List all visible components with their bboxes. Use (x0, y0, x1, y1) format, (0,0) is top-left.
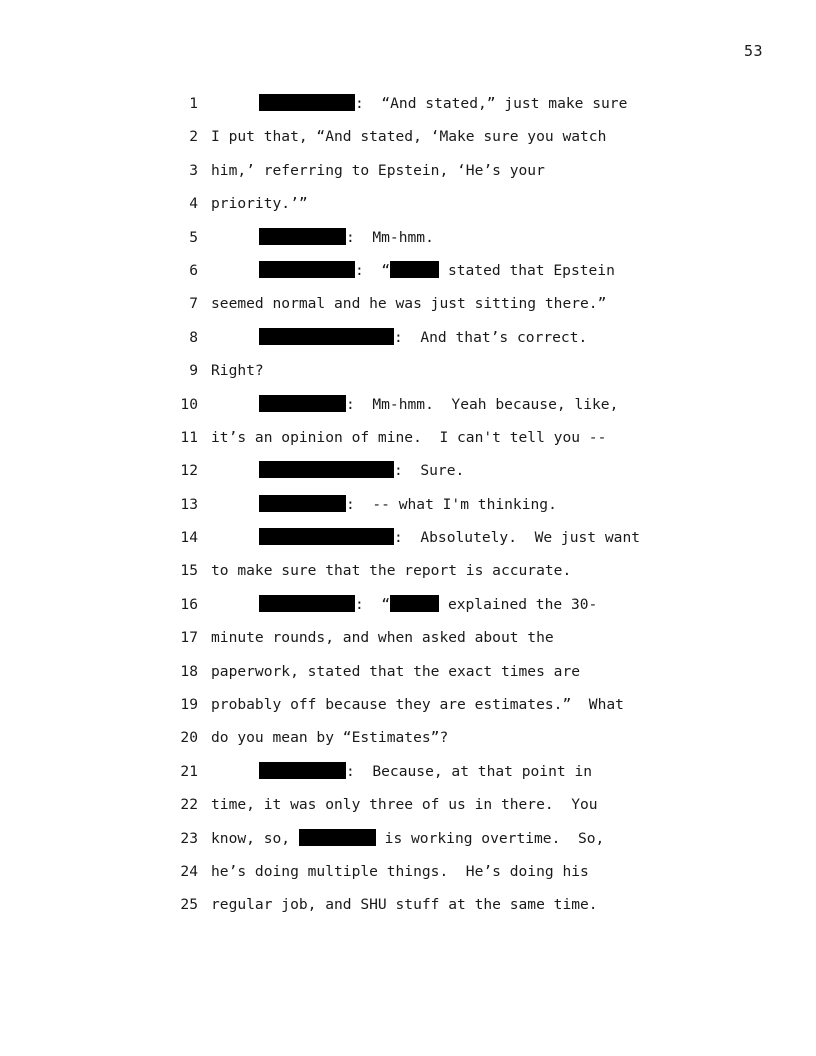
line-text (211, 388, 618, 421)
line-text (211, 120, 606, 153)
line-text (211, 187, 308, 220)
line-text (211, 521, 640, 554)
line-segment: he’s doing multiple things. He’s doing his (211, 862, 589, 880)
page-number: 53 (743, 42, 763, 60)
line-text (211, 554, 571, 587)
line-text (211, 822, 604, 855)
transcript-line (0, 254, 816, 287)
line-segment: paperwork, stated that the exact times are (211, 662, 581, 680)
line-segment: is working overtime. So, (375, 829, 605, 847)
line-text (211, 221, 434, 254)
line-text (211, 721, 448, 754)
redaction-block (259, 328, 394, 345)
line-number: 22 (180, 796, 198, 814)
line-number: 24 (180, 862, 198, 880)
line-number: 21 (180, 762, 198, 780)
redaction-block (390, 595, 439, 612)
line-text (211, 321, 587, 354)
redaction-block (259, 395, 346, 412)
redaction-block (259, 461, 394, 478)
line-number: 9 (189, 362, 198, 380)
line-segment: : “And stated,” just make sure (355, 95, 628, 112)
line-text (211, 888, 598, 921)
line-number: 17 (180, 629, 198, 647)
line-segment: : Sure. (394, 462, 465, 480)
line-segment: seemed normal and he was just sitting there.” (211, 295, 607, 313)
transcript-line (0, 221, 816, 254)
line-number: 7 (189, 295, 198, 313)
transcript-line (0, 421, 816, 454)
transcript-line (0, 788, 816, 821)
redaction-block (259, 94, 355, 111)
redaction-block (259, 495, 346, 512)
line-segment: : Because, at that point in (346, 762, 593, 780)
transcript-line (0, 721, 816, 754)
redaction-block (259, 595, 355, 612)
line-text (211, 254, 615, 287)
redaction-block (259, 228, 346, 245)
line-text (211, 154, 545, 187)
line-segment: minute rounds, and when asked about the (211, 629, 554, 647)
line-number: 3 (189, 161, 198, 179)
line-segment: know, so, (211, 829, 299, 847)
line-segment: it’s an opinion of mine. I can't tell you -- (211, 428, 607, 446)
line-number: 18 (180, 662, 198, 680)
line-segment: priority.’” (211, 195, 308, 213)
line-segment: : And that’s correct. (394, 328, 588, 346)
transcript-line (0, 521, 816, 554)
line-number: 8 (189, 328, 198, 346)
redaction-block (390, 261, 439, 278)
line-segment: Right? (211, 362, 264, 380)
redaction-block (259, 762, 346, 779)
line-text (211, 287, 606, 320)
line-number: 16 (180, 595, 198, 613)
transcript-line (0, 621, 816, 654)
transcript-body (0, 87, 816, 922)
line-number: 5 (189, 228, 198, 246)
line-segment: regular job, and SHU stuff at the same time. (211, 896, 598, 914)
line-number: 6 (189, 261, 198, 279)
line-segment: I put that, “And stated, ‘Make sure you watch (211, 128, 607, 146)
line-number: 2 (189, 128, 198, 146)
transcript-line (0, 822, 816, 855)
line-segment: probably off because they are estimates.” What (211, 696, 624, 714)
transcript-line (0, 688, 816, 721)
line-text (211, 454, 464, 487)
line-text (211, 855, 589, 888)
transcript-line (0, 321, 816, 354)
redaction-block (259, 528, 394, 545)
transcript-line (0, 354, 816, 387)
line-number: 1 (189, 95, 198, 112)
transcript-line (0, 154, 816, 187)
line-number: 4 (189, 195, 198, 213)
transcript-line (0, 755, 816, 788)
transcript-line (0, 287, 816, 320)
line-text (211, 688, 624, 721)
line-text (211, 354, 264, 387)
transcript-line (0, 888, 816, 921)
line-text (211, 588, 597, 621)
line-segment: him,’ referring to Epstein, ‘He’s your (211, 161, 545, 179)
transcript-line (0, 87, 816, 120)
line-number: 25 (180, 896, 198, 914)
line-number: 13 (180, 495, 198, 513)
transcript-line (0, 120, 816, 153)
line-segment: do you mean by “Estimates”? (211, 729, 449, 747)
line-segment: time, it was only three of us in there. You (211, 796, 598, 814)
line-segment: : Mm-hmm. Yeah because, like, (346, 395, 619, 413)
line-segment: stated that Epstein (439, 261, 615, 279)
line-number: 10 (180, 395, 198, 413)
line-segment: : -- what I'm thinking. (346, 495, 557, 513)
line-segment: : Absolutely. We just want (394, 529, 641, 547)
line-text (211, 788, 598, 821)
line-segment: to make sure that the report is accurate. (211, 562, 572, 580)
line-text (211, 421, 606, 454)
redaction-block (259, 261, 355, 278)
line-segment: : “ (355, 595, 391, 613)
transcript-line (0, 454, 816, 487)
line-segment: : Mm-hmm. (346, 228, 434, 246)
line-number: 15 (180, 562, 198, 580)
transcript-line (0, 388, 816, 421)
line-number: 14 (180, 529, 198, 547)
transcript-line (0, 855, 816, 888)
redaction-block (299, 829, 376, 846)
line-number: 20 (180, 729, 198, 747)
line-number: 11 (180, 428, 198, 446)
transcript-line (0, 655, 816, 688)
line-text (211, 87, 627, 120)
transcript-line (0, 588, 816, 621)
line-text (211, 655, 580, 688)
line-text (211, 755, 592, 788)
line-number: 12 (180, 462, 198, 480)
line-segment: explained the 30- (439, 595, 598, 613)
line-text (211, 488, 557, 521)
line-segment: : “ (355, 261, 391, 279)
line-number: 23 (180, 829, 198, 847)
line-text (211, 621, 554, 654)
transcript-line (0, 554, 816, 587)
line-number: 19 (180, 696, 198, 714)
transcript-line (0, 187, 816, 220)
transcript-line (0, 488, 816, 521)
